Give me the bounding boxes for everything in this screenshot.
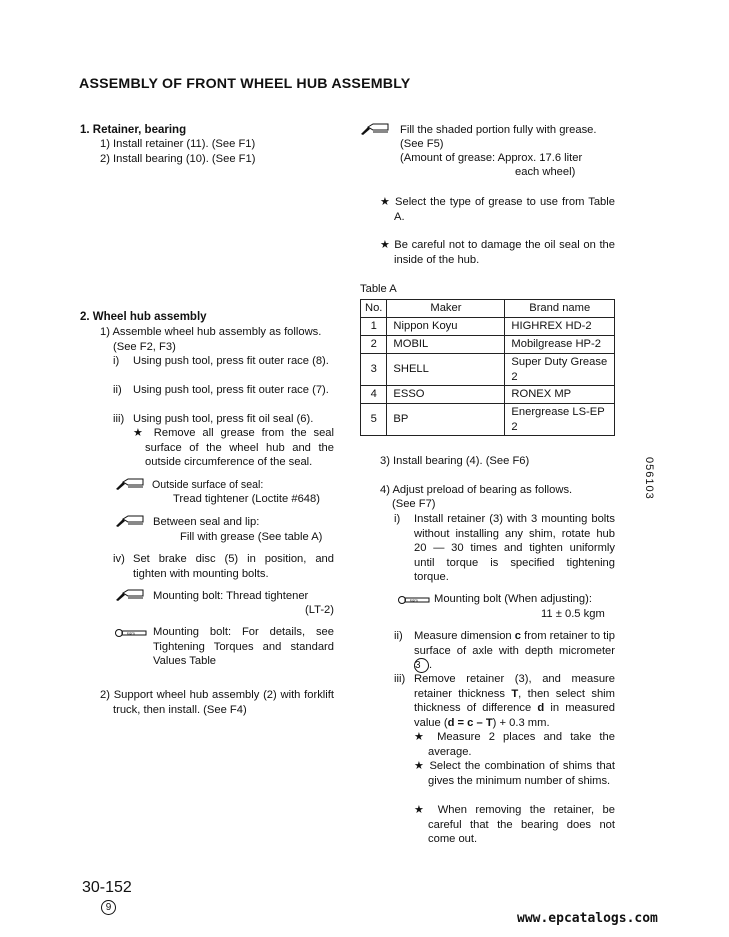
substep-ii-number: ii) [113,384,122,396]
substep-iv-number: iv) [113,553,125,565]
note-remove-grease: ★ Remove all grease from the seal surface of the wheel hub and the outside circumference of the seal. [133,427,334,469]
table-caption: Table A [360,283,397,295]
table-cell-maker: ESSO [387,386,505,404]
step-install-bearing: 2) Install bearing (10). (See F1) [100,153,256,165]
between-seal-label: Between seal and lip: [153,516,260,528]
text-run: in measured value ( [414,702,615,729]
text-run: . [429,659,433,672]
adjust-mounting-bolt-label: Mounting bolt (When adjusting): [434,593,592,605]
grease-amount-unit: each wheel) [515,166,576,178]
torque-wrench-icon [115,628,147,638]
note-remove-retainer: ★ When removing the retainer, be careful that the bearing does not come out. [414,804,615,846]
table-cell-no: 5 [361,404,387,436]
table-cell-maker: SHELL [387,354,505,386]
figure-code: 056103 [643,457,655,500]
difference-symbol: d [537,702,545,715]
step-adjust-preload-see: (See F7) [392,498,436,510]
table-cell-maker: Nippon Koyu [387,318,505,336]
website-watermark[interactable]: www.epcatalogs.com [517,911,658,926]
substep-iii-number: iii) [113,413,125,425]
circled-number: 3 [414,658,429,673]
substep-i-text: Using push tool, press fit outer race (8). [133,355,329,367]
table-cell-brand: RONEX MP [505,386,615,404]
note-measure-average: ★ Measure 2 places and take the average. [414,731,615,758]
adjust-substep-iii-text [414,672,615,730]
table-cell-brand: Super Duty Grease 2 [505,354,615,386]
table-cell-brand: HIGHREX HD-2 [505,318,615,336]
page-number: 30-152 [82,879,132,896]
text-run: , then select shim thickness of difference [414,687,615,715]
text-run: Remove retainer (3), and measure retainer thickness [414,673,615,700]
formula: d = c – T [447,716,493,729]
table-row [361,386,615,404]
table-header-row [361,300,615,318]
adjust-substep-ii-text [414,629,615,673]
section-1-heading: 1. Retainer, bearing [80,124,187,136]
outside-surface-label: Outside surface of seal: [152,479,264,491]
grease-amount: (Amount of grease: Approx. 17.6 liter [400,152,583,164]
grease-fill-note: Fill the shaded portion fully with grease. [400,124,597,136]
page-title: ASSEMBLY OF FRONT WHEEL HUB ASSEMBLY [79,76,411,92]
grease-gun-icon [360,123,390,135]
table-cell-no: 1 [361,318,387,336]
note-careful-oil-seal: ★ Be careful not to damage the oil seal on the inside of the hub. [380,239,615,266]
table-cell-maker: MOBIL [387,336,505,354]
step-install-retainer: 1) Install retainer (11). (See F1) [100,138,256,150]
substep-i-number: i) [113,355,120,367]
adjust-mounting-bolt-value: 11 ± 0.5 kgm [541,608,605,620]
text-run: Measure dimension [414,630,515,642]
step-assemble-hub: 1) Assemble wheel hub assembly as follows. [100,326,322,338]
dimension-symbol: c [514,630,522,642]
adjust-substep-ii-number: ii) [394,630,403,642]
note-select-grease: ★ Select the type of grease to use from Table A. [380,196,615,223]
text-run: from retainer to tip surface of axle with depth micrometer [414,630,615,657]
adjust-substep-i-number: i) [394,513,401,525]
adjust-substep-i-text: Install retainer (3) with 3 mounting bolts without installing any shim, rotate hub 20 — 30 times and tighten uniformly until torque is specified tightening torque. [414,513,615,584]
step-support-hub: 2) Support wheel hub assembly (2) with forklift truck, then install. (See F4) [100,689,334,716]
substep-iv-text: Set brake disc (5) in position, and tighten with mounting bolts. [133,553,334,580]
svg-text:kgm: kgm [127,631,135,636]
adjust-substep-iii-number: iii) [394,673,406,685]
table-row [361,318,615,336]
step-adjust-preload: 4) Adjust preload of bearing as follows. [380,484,573,496]
table-header-brand: Brand name [505,300,615,318]
mounting-bolt-tightener-label: Mounting bolt: Thread tightener [153,590,309,602]
substep-ii-text: Using push tool, press fit outer race (7). [133,384,329,396]
text-run: ) + 0.3 mm. [492,716,550,729]
thickness-symbol: T [511,687,519,700]
table-cell-brand: Energrease LS-EP 2 [505,404,615,436]
grease-gun-icon [115,478,145,490]
step-install-bearing-4: 3) Install bearing (4). (See F6) [380,455,530,467]
substep-iii-text: Using push tool, press fit oil seal (6). [133,413,314,425]
table-cell-no: 2 [361,336,387,354]
note-select-shims: ★ Select the combination of shims that gives the minimum number of shims. [414,760,615,787]
grease-brand-table [360,299,615,436]
svg-text:kgm: kgm [410,598,418,603]
outside-surface-value: Tread tightener (Loctite #648) [173,493,320,505]
step-assemble-hub-see: (See F2, F3) [113,341,176,353]
table-cell-brand: Mobilgrease HP-2 [505,336,615,354]
torque-wrench-icon [398,595,430,605]
table-cell-no: 4 [361,386,387,404]
mounting-bolt-tightener-value: (LT-2) [304,604,334,616]
mounting-bolt-torque-note: Mounting bolt: For details, see Tightening Torques and standard Values Table [153,626,334,668]
revision-number: 9 [101,900,116,915]
grease-gun-icon [115,515,145,527]
grease-gun-icon [115,589,145,601]
table-row [361,404,615,436]
revision-mark [101,900,116,915]
table-header-maker: Maker [387,300,505,318]
grease-fill-see: (See F5) [400,138,444,150]
table-cell-maker: BP [387,404,505,436]
table-row [361,336,615,354]
section-2-heading: 2. Wheel hub assembly [80,311,207,323]
table-header-no: No. [361,300,387,318]
table-cell-no: 3 [361,354,387,386]
between-seal-value: Fill with grease (See table A) [180,531,323,543]
table-row [361,354,615,386]
